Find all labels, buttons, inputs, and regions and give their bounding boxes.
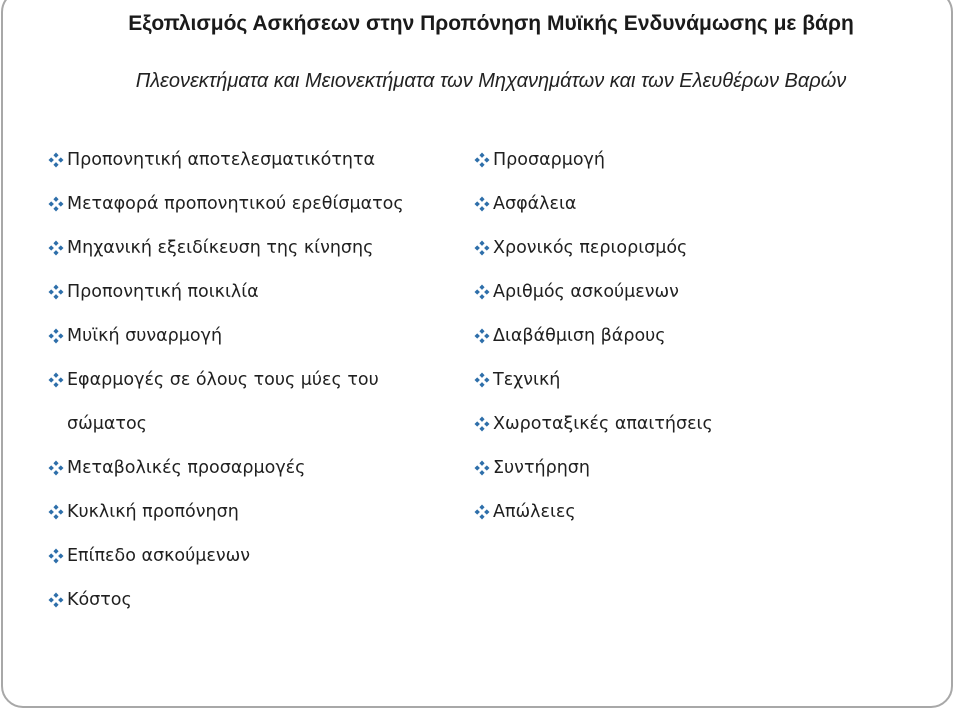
four-diamond-bullet-icon xyxy=(48,372,64,388)
four-diamond-bullet-icon xyxy=(474,152,490,168)
four-diamond-bullet-icon xyxy=(48,592,64,608)
slide-title: Εξοπλισμός Ασκήσεων στην Προπόνηση Μυϊκής Ενδυνάμωσης με βάρη xyxy=(128,12,854,35)
list-item-text: Απώλειες xyxy=(493,502,576,522)
list-item xyxy=(48,490,476,534)
list-item-text: Προπονητική αποτελεσματικότητα xyxy=(67,150,376,170)
list-item xyxy=(474,490,934,534)
four-diamond-bullet-icon xyxy=(474,240,490,256)
four-diamond-bullet-icon xyxy=(48,152,64,168)
four-diamond-bullet-icon xyxy=(48,284,64,300)
list-item-text: Μεταβολικές προσαρμογές xyxy=(67,458,306,478)
list-item-text: Χρονικός περιορισμός xyxy=(493,238,688,258)
list-item xyxy=(48,182,476,226)
list-item xyxy=(48,358,443,446)
list-item-text: Κυκλική προπόνηση xyxy=(67,502,239,522)
four-diamond-bullet-icon xyxy=(48,240,64,256)
list-item-text: Κόστος xyxy=(67,590,132,610)
advantages-list xyxy=(48,138,476,622)
list-item xyxy=(474,138,934,182)
list-item-text: Διαβάθμιση βάρους xyxy=(493,326,666,346)
list-item xyxy=(48,138,476,182)
four-diamond-bullet-icon xyxy=(48,328,64,344)
four-diamond-bullet-icon xyxy=(48,504,64,520)
four-diamond-bullet-icon xyxy=(474,372,490,388)
list-item-text: Ασφάλεια xyxy=(493,194,577,214)
list-item xyxy=(48,446,476,490)
slide-frame xyxy=(1,0,953,708)
list-item xyxy=(474,226,934,270)
list-item-text: Προσαρμογή xyxy=(493,150,605,170)
four-diamond-bullet-icon xyxy=(474,284,490,300)
four-diamond-bullet-icon xyxy=(48,460,64,476)
disadvantages-list xyxy=(474,138,934,534)
list-item-text: Αριθμός ασκούμενων xyxy=(493,282,679,302)
list-item-text: Συντήρηση xyxy=(493,458,590,478)
list-item-text: Τεχνική xyxy=(493,370,561,390)
list-item-text: Εφαρμογές σε όλους τους μύες του σώματος xyxy=(67,370,379,434)
list-item-text: Μυϊκή συναρμογή xyxy=(67,326,223,346)
four-diamond-bullet-icon xyxy=(48,196,64,212)
list-item-text: Προπονητική ποικιλία xyxy=(67,282,259,302)
list-item-text: Επίπεδο ασκούμενων xyxy=(67,546,251,566)
list-item xyxy=(474,270,934,314)
list-item xyxy=(48,534,476,578)
four-diamond-bullet-icon xyxy=(474,328,490,344)
slide-subtitle: Πλεονεκτήματα και Μειονεκτήματα των Μηχανημάτων και των Ελευθέρων Βαρών xyxy=(135,70,847,92)
list-item xyxy=(474,314,934,358)
list-item xyxy=(48,270,476,314)
list-item xyxy=(48,578,476,622)
four-diamond-bullet-icon xyxy=(474,504,490,520)
list-item-text: Μεταφορά προπονητικού ερεθίσματος xyxy=(67,194,404,214)
four-diamond-bullet-icon xyxy=(474,416,490,432)
list-item xyxy=(474,446,934,490)
four-diamond-bullet-icon xyxy=(474,196,490,212)
list-item xyxy=(48,314,476,358)
list-item-text: Χωροταξικές απαιτήσεις xyxy=(493,414,713,434)
four-diamond-bullet-icon xyxy=(474,460,490,476)
four-diamond-bullet-icon xyxy=(48,548,64,564)
list-item xyxy=(474,358,934,402)
list-item xyxy=(474,182,934,226)
list-item xyxy=(48,226,476,270)
list-item-text: Μηχανική εξειδίκευση της κίνησης xyxy=(67,238,374,258)
list-item xyxy=(474,402,934,446)
